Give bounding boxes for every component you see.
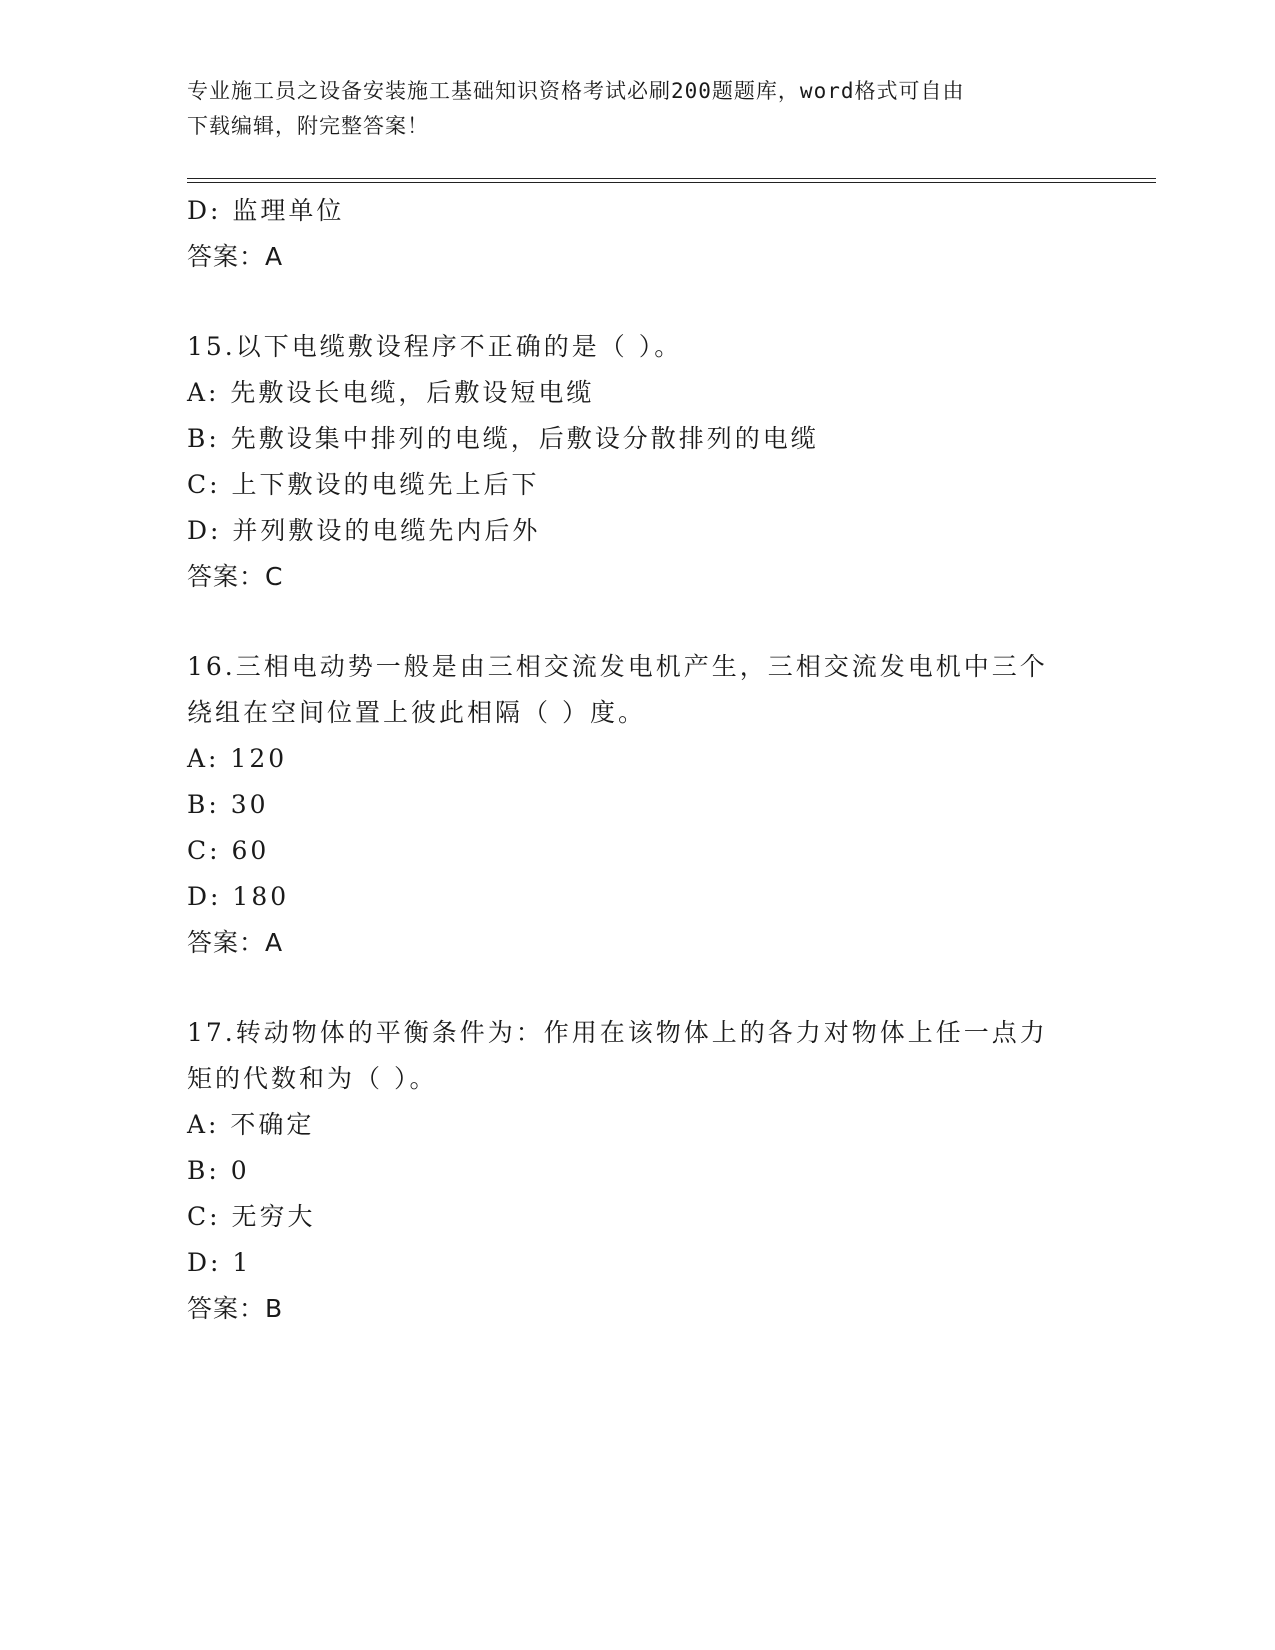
header-title-line-2: 下载编辑，附完整答案！	[187, 114, 429, 138]
prev-question-option-d: D: 监理单位	[187, 196, 345, 225]
option-b: B: 先敷设集中排列的电缆，后敷设分散排列的电缆	[187, 424, 819, 453]
option-d: D: 180	[187, 882, 290, 911]
spacer	[187, 600, 1087, 644]
option-a: A: 120	[187, 744, 288, 773]
option-c: C: 60	[187, 836, 270, 865]
question-stem-line-2: 矩的代数和为（ ）。	[187, 1064, 438, 1093]
option-c: C: 无穷大	[187, 1202, 316, 1231]
question-17	[187, 1010, 1087, 1332]
header-divider	[187, 178, 1156, 183]
header-title-line-1: 专业施工员之设备安装施工基础知识资格考试必刷200题题库，word格式可自由	[187, 79, 965, 103]
answer: 答案：B	[187, 1294, 284, 1323]
question-stem-line-1: 17.转动物体的平衡条件为：作用在该物体上的各力对物体上任一点力	[187, 1018, 1048, 1047]
question-16	[187, 644, 1087, 966]
option-a: A: 不确定	[187, 1110, 315, 1139]
option-b: B: 30	[187, 790, 269, 819]
option-a: A: 先敷设长电缆，后敷设短电缆	[187, 378, 595, 407]
question-15	[187, 324, 1087, 600]
prev-question-answer: 答案：A	[187, 242, 284, 271]
option-d: D: 1	[187, 1248, 252, 1277]
spacer	[187, 966, 1087, 1010]
option-d: D: 并列敷设的电缆先内后外	[187, 516, 541, 545]
option-b: B: 0	[187, 1156, 250, 1185]
document-header	[187, 74, 1087, 144]
question-list	[187, 188, 1087, 1332]
option-c: C: 上下敷设的电缆先上后下	[187, 470, 540, 499]
answer: 答案：C	[187, 562, 284, 591]
answer: 答案：A	[187, 928, 284, 957]
question-stem: 15.以下电缆敷设程序不正确的是（ ）。	[187, 332, 683, 361]
question-stem-line-1: 16.三相电动势一般是由三相交流发电机产生，三相交流发电机中三个	[187, 652, 1048, 681]
spacer	[187, 280, 1087, 324]
question-stem-line-2: 绕组在空间位置上彼此相隔（ ）度。	[187, 698, 646, 727]
